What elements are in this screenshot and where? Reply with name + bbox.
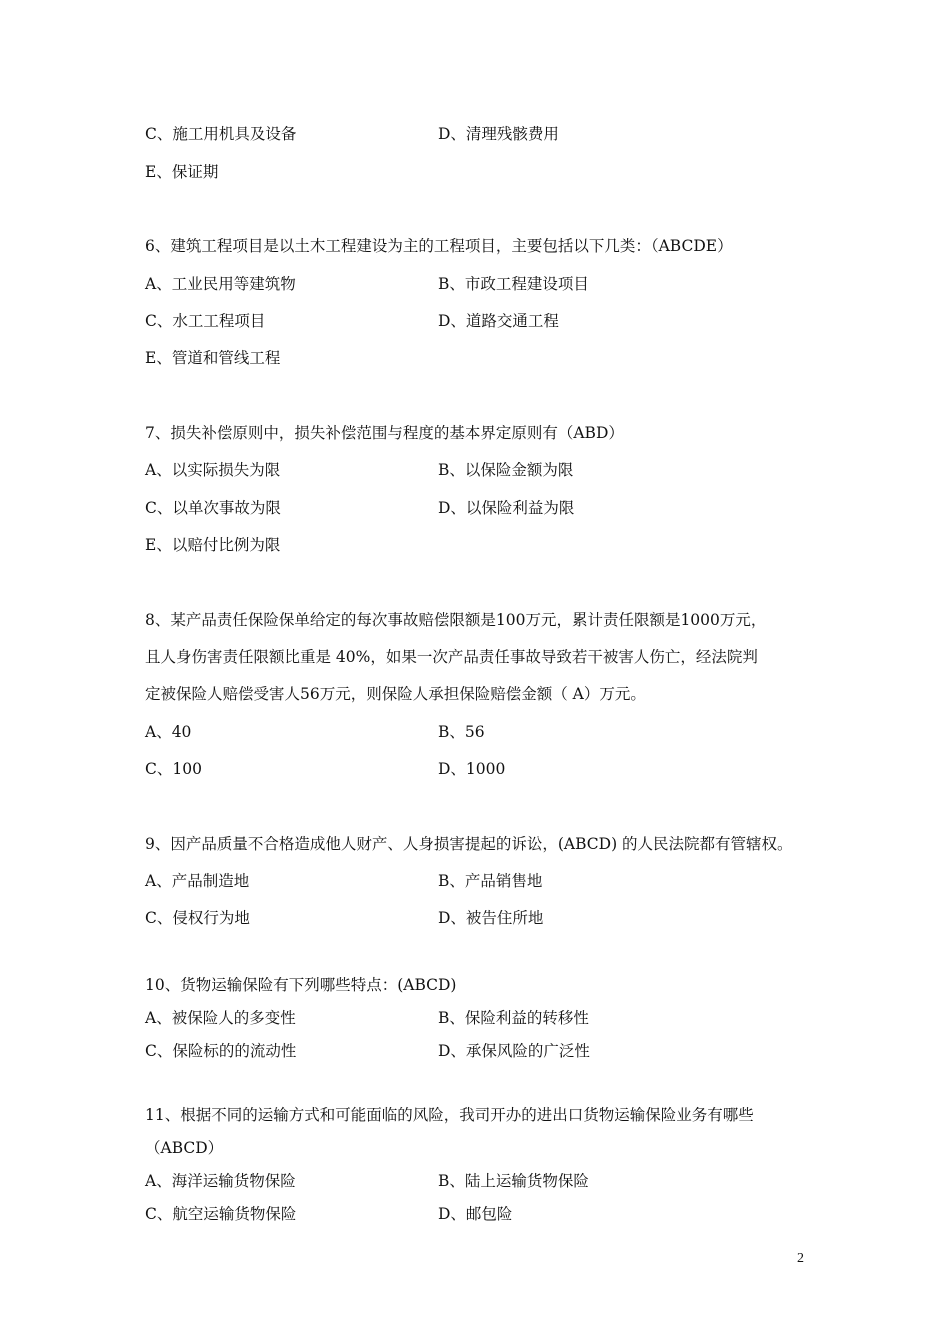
page-number: 2 xyxy=(797,1251,804,1266)
q7-option-d: D、以保险利益为限 xyxy=(438,499,575,517)
q10-option-a: A、被保险人的多变性 xyxy=(145,1009,296,1027)
q11-option-d: D、邮包险 xyxy=(438,1205,513,1223)
q10-option-b: B、保险利益的转移性 xyxy=(438,1009,589,1027)
q6-option-e: E、管道和管线工程 xyxy=(145,349,281,367)
q9-option-d: D、被告住所地 xyxy=(438,909,544,927)
q8-option-a: A、40 xyxy=(145,723,192,741)
q11-option-a: A、海洋运输货物保险 xyxy=(145,1172,296,1190)
q11-question-line2: （ABCD） xyxy=(145,1139,224,1157)
q11-option-b: B、陆上运输货物保险 xyxy=(438,1172,589,1190)
q9-question: 9、因产品质量不合格造成他人财产、人身损害提起的诉讼，(ABCD) 的人民法院都有管辖权。 xyxy=(145,835,793,853)
q6-option-c: C、水工工程项目 xyxy=(145,312,266,330)
q8-question-line1: 8、某产品责任保险保单给定的每次事故赔偿限额是100万元，累计责任限额是1000万元， xyxy=(145,611,767,629)
q6-option-d: D、道路交通工程 xyxy=(438,312,559,330)
q7-option-b: B、以保险金额为限 xyxy=(438,461,574,479)
q8-option-d: D、1000 xyxy=(438,760,506,778)
q10-option-d: D、承保风险的广泛性 xyxy=(438,1042,590,1060)
q8-question-line3: 定被保险人赔偿受害人56万元，则保险人承担保险赔偿金额（ A）万元。 xyxy=(145,685,646,703)
q10-option-c: C、保险标的的流动性 xyxy=(145,1042,297,1060)
q6-option-b: B、市政工程建设项目 xyxy=(438,275,589,293)
q5-option-d: D、清理残骸费用 xyxy=(438,125,559,143)
q8-question-line2: 且人身伤害责任限额比重是 40%，如果一次产品责任事故导致若干被害人伤亡，经法院判 xyxy=(145,648,758,666)
q7-option-c: C、以单次事故为限 xyxy=(145,499,281,517)
q7-question: 7、损失补偿原则中，损失补偿范围与程度的基本界定原则有（ABD） xyxy=(145,424,624,442)
q7-option-a: A、以实际损失为限 xyxy=(145,461,281,479)
q8-option-c: C、100 xyxy=(145,760,202,778)
q9-option-b: B、产品销售地 xyxy=(438,872,543,890)
q8-option-b: B、56 xyxy=(438,723,485,741)
q6-question: 6、建筑工程项目是以土木工程建设为主的工程项目，主要包括以下几类：（ABCDE） xyxy=(145,237,733,255)
q5-option-e: E、保证期 xyxy=(145,163,219,181)
q9-option-a: A、产品制造地 xyxy=(145,872,250,890)
q9-option-c: C、侵权行为地 xyxy=(145,909,250,927)
q5-option-c: C、施工用机具及设备 xyxy=(145,125,297,143)
q7-option-e: E、以赔付比例为限 xyxy=(145,536,281,554)
q11-question-line1: 11、根据不同的运输方式和可能面临的风险，我司开办的进出口货物运输保险业务有哪些 xyxy=(145,1106,754,1124)
q10-question: 10、货物运输保险有下列哪些特点：(ABCD) xyxy=(145,976,457,994)
q11-option-c: C、航空运输货物保险 xyxy=(145,1205,297,1223)
q6-option-a: A、工业民用等建筑物 xyxy=(145,275,296,293)
